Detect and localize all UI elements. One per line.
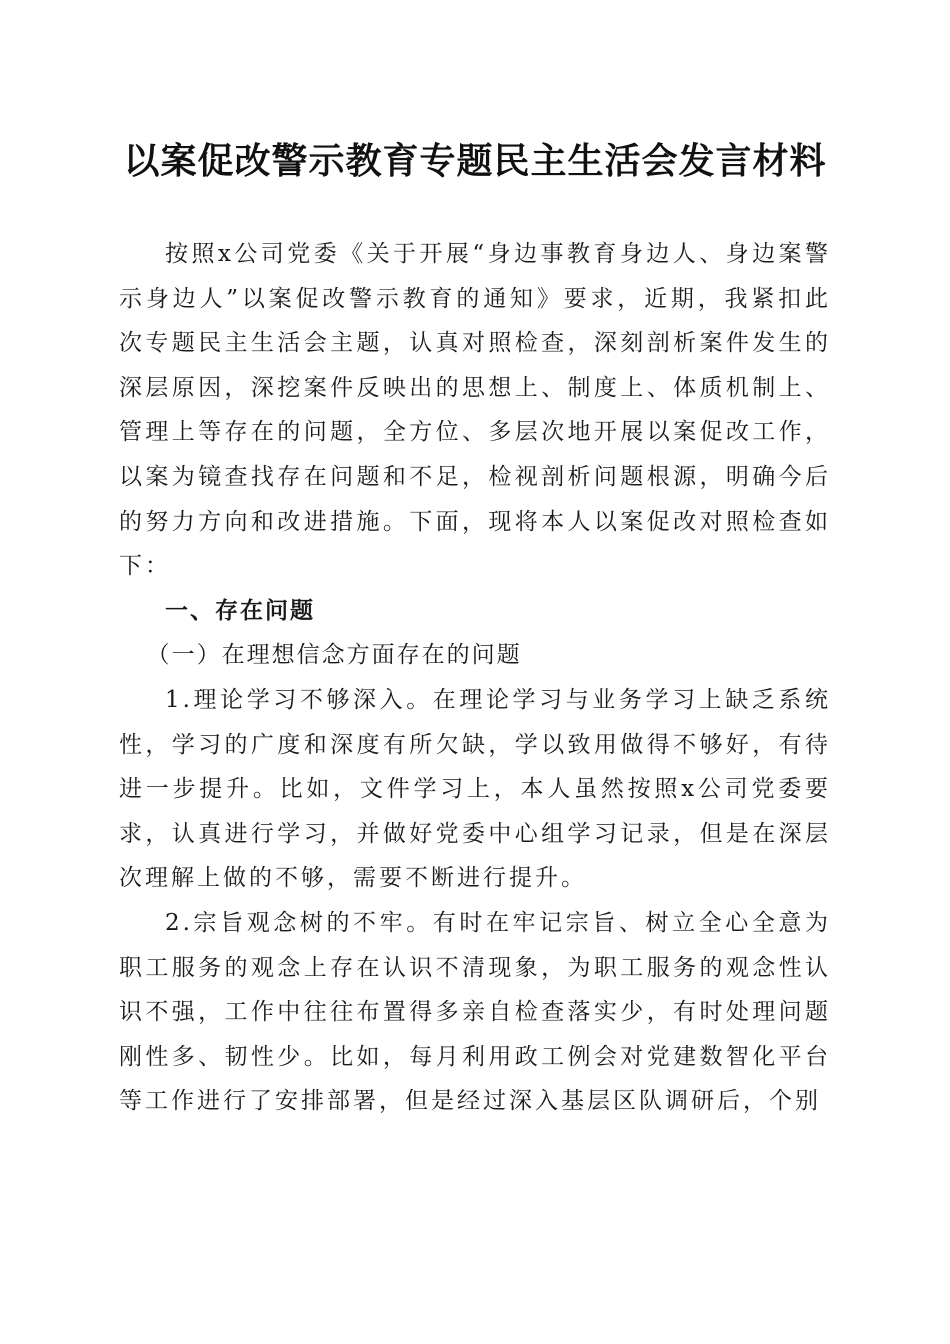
section-heading-problems: 一、存在问题 [165, 597, 315, 624]
problem-item-2: 2.宗旨观念树的不牢。有时在牢记宗旨、树立全心全意为职工服务的观念上存在认识不清现象，为职工服务的观念性认识不强，工作中往往布置得多亲自检查落实少，有时处理问题刚性多、韧性少。比如，每月利用政工例会对党建数智化平台等工作进行了安排部署，但是经过深入基层区队调研后，个别 [119, 909, 831, 1115]
document-title: 以案促改警示教育专题民主生活会发言材料 [123, 141, 827, 182]
document-body [119, 232, 831, 1124]
subsection-heading-ideals: （一）在理想信念方面存在的问题 [146, 642, 522, 669]
problem-item-1: 1.理论学习不够深入。在理论学习与业务学习上缺乏系统性，学习的广度和深度有所欠缺，学以致用做得不够好，有待进一步提升。比如，文件学习上，本人虽然按照x公司党委要求，认真进行学习，并做好党委中心组学习记录，但是在深层次理解上做的不够，需要不断进行提升。 [119, 686, 831, 892]
intro-paragraph: 按照x公司党委《关于开展“身边事教育身边人、身边案警示身边人”以案促改警示教育的通知》要求，近期，我紧扣此次专题民主生活会主题，认真对照检查，深刻剖析案件发生的深层原因，深挖案件反映出的思想上、制度上、体质机制上、管理上等存在的问题，全方位、多层次地开展以案促改工作，以案为镜查找存在问题和不足，检视剖析问题根源，明确今后的努力方向和改进措施。下面，现将本人以案促改对照检查如下： [119, 241, 831, 580]
